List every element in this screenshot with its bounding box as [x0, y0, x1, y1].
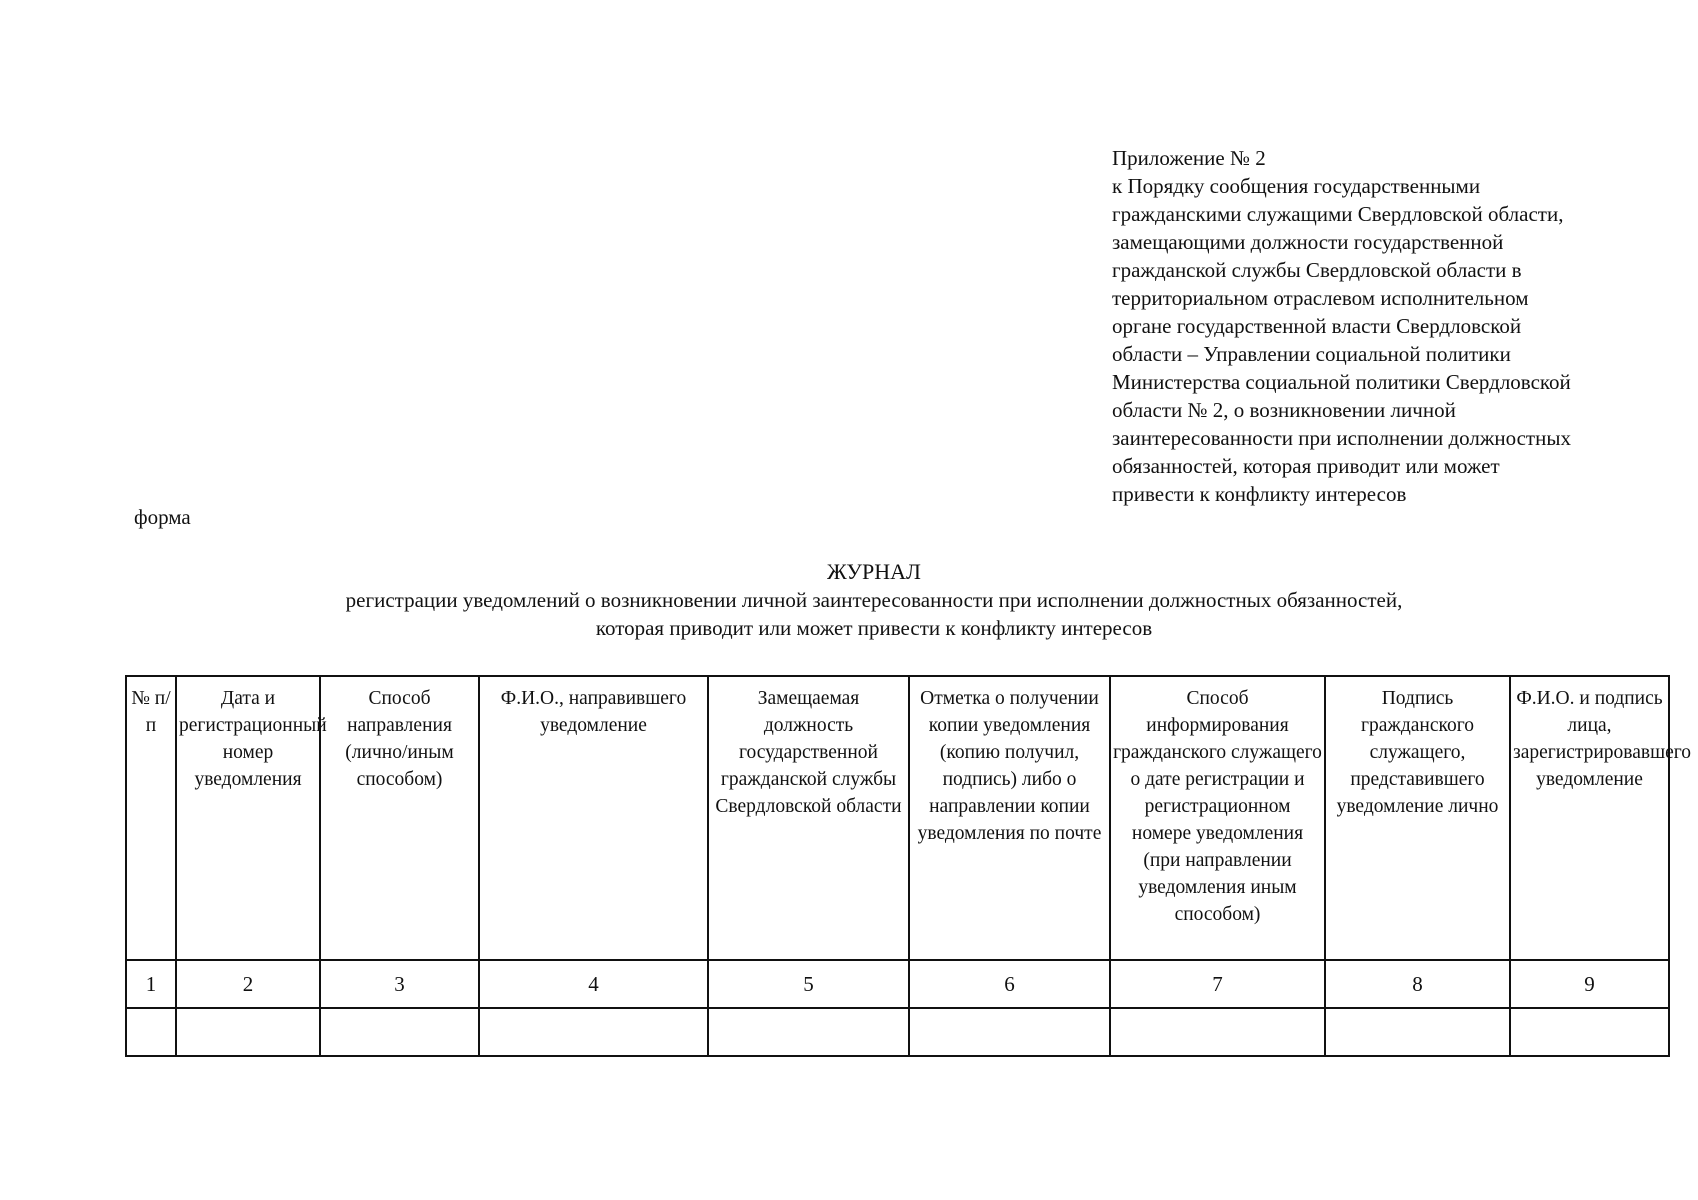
- header-cell-position: Замещаемая должность государственной гражданской службы Свердловской области: [708, 676, 909, 960]
- empty-cell: [126, 1008, 176, 1056]
- header-cell-registrar: Ф.И.О. и подпись лица, зарегистрировавшего уведомление: [1510, 676, 1669, 960]
- header-cell-method: Способ направления (лично/иным способом): [320, 676, 479, 960]
- header-cell-date-reg-number: Дата и регистрационный номер уведомления: [176, 676, 320, 960]
- column-number-cell: 2: [176, 960, 320, 1008]
- column-number-row: [126, 960, 1669, 1008]
- journal-subtitle-line2: которая приводит или может привести к конфликту интересов: [595, 616, 1153, 640]
- empty-cell: [1510, 1008, 1669, 1056]
- header-cell-copy-mark: Отметка о получении копии уведомления (копию получил, подпись) либо о направлении копии уведомления по почте: [909, 676, 1110, 960]
- appendix-line: области № 2, о возникновении личной: [1112, 398, 1456, 422]
- header-cell-sender-name: Ф.И.О., направившего уведомление: [479, 676, 708, 960]
- appendix-line: замещающими должности государственной: [1112, 230, 1504, 254]
- appendix-line: к Порядку сообщения государственными: [1112, 174, 1481, 198]
- appendix-line: гражданскими служащими Свердловской области,: [1112, 202, 1564, 226]
- journal-title: ЖУРНАЛ: [827, 559, 921, 584]
- column-number-cell: 4: [479, 960, 708, 1008]
- appendix-line: Приложение № 2: [1112, 146, 1266, 170]
- journal-table: [125, 675, 1692, 1057]
- table-header-row: [126, 676, 1669, 960]
- column-number-cell: 7: [1110, 960, 1325, 1008]
- empty-cell: [320, 1008, 479, 1056]
- empty-cell: [176, 1008, 320, 1056]
- column-number-cell: 3: [320, 960, 479, 1008]
- appendix-line: привести к конфликту интересов: [1112, 482, 1407, 506]
- journal-subtitle-line1: регистрации уведомлений о возникновении личной заинтересованности при исполнении должностных обязанностей,: [345, 588, 1403, 612]
- column-number-cell: 8: [1325, 960, 1510, 1008]
- column-number-cell: 1: [126, 960, 176, 1008]
- appendix-line: обязанностей, которая приводит или может: [1112, 454, 1500, 478]
- table-row: [126, 1008, 1669, 1056]
- appendix-line: области – Управлении социальной политики: [1112, 342, 1511, 366]
- column-number-cell: 9: [1510, 960, 1669, 1008]
- empty-cell: [708, 1008, 909, 1056]
- appendix-note: [1112, 144, 1672, 508]
- column-number-cell: 5: [708, 960, 909, 1008]
- column-number-cell: 6: [909, 960, 1110, 1008]
- empty-cell: [1325, 1008, 1510, 1056]
- journal-title-block: [116, 558, 1632, 642]
- appendix-line: территориальном отраслевом исполнительном: [1112, 286, 1529, 310]
- empty-cell: [479, 1008, 708, 1056]
- form-label: форма: [134, 505, 191, 529]
- header-cell-employee-signature: Подпись гражданского служащего, представившего уведомление лично: [1325, 676, 1510, 960]
- empty-cell: [1110, 1008, 1325, 1056]
- header-cell-informing-method: Способ информирования гражданского служащего о дате регистрации и регистрационном номере уведомления (при направлении уведомления иным способом): [1110, 676, 1325, 960]
- appendix-line: Министерства социальной политики Свердловской: [1112, 370, 1571, 394]
- appendix-line: заинтересованности при исполнении должностных: [1112, 426, 1571, 450]
- appendix-line: гражданской службы Свердловской области в: [1112, 258, 1522, 282]
- appendix-line: органе государственной власти Свердловской: [1112, 314, 1522, 338]
- header-cell-number: № п/п: [126, 676, 176, 960]
- empty-cell: [909, 1008, 1110, 1056]
